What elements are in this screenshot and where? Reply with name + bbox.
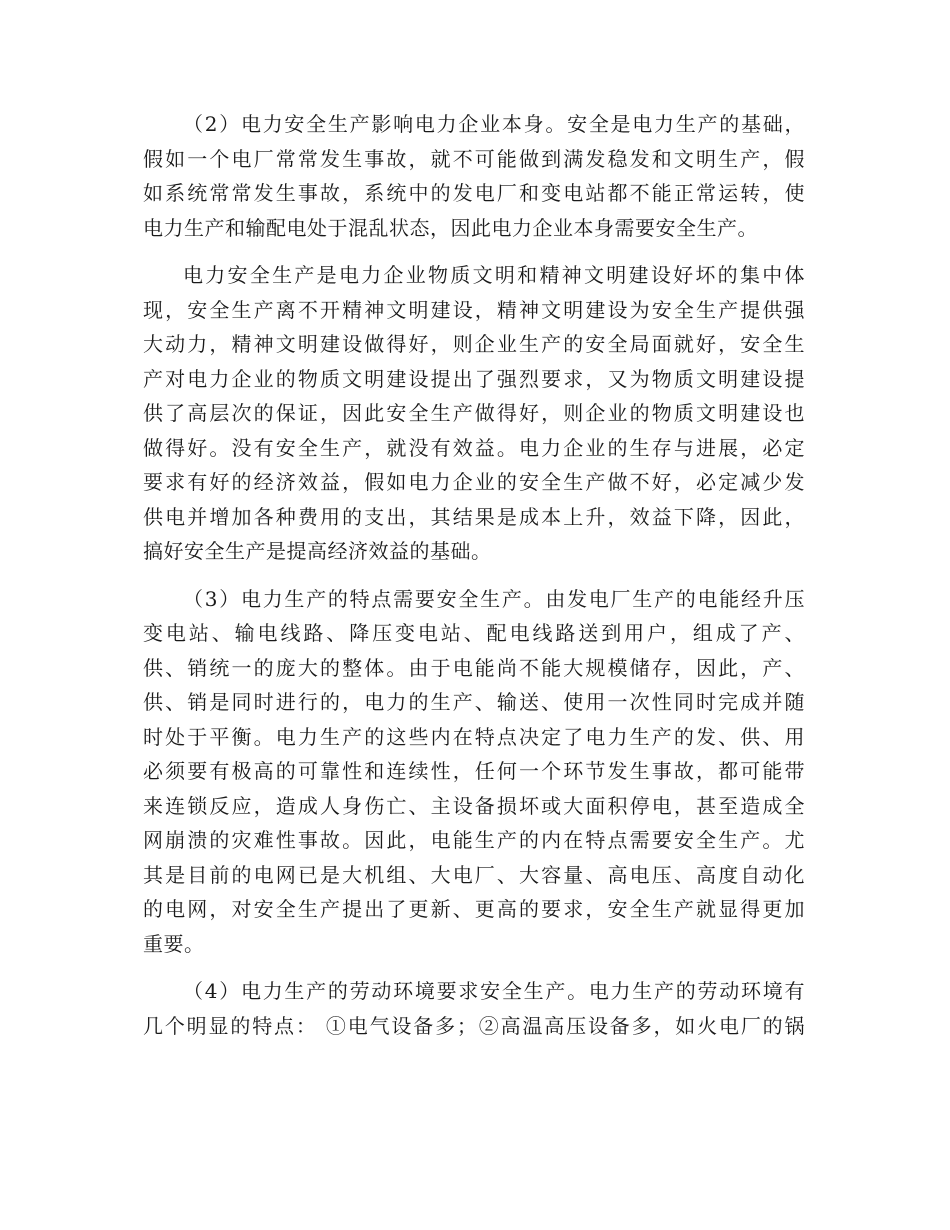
text-line: 电力安全生产是电力企业物质文明和精神文明建设好坏的集中体 [183,263,805,287]
text-line: 大动力，精神文明建设做得好，则企业生产的安全局面就好，安全生 [143,332,805,356]
text-line: （4）电力生产的劳动环境要求安全生产。电力生产的劳动环境有 [183,979,805,1003]
text-line: 假如一个电厂常常发生事故，就不可能做到满发稳发和文明生产，假 [143,146,805,171]
text-line: 现，安全生产离不开精神文明建设，精神文明建设为安全生产提供强 [143,297,805,322]
text-line: 来连锁反应，造成人身伤亡、主设备损坏或大面积停电，甚至造成全 [143,793,805,818]
text-line: （2）电力安全生产影响电力企业本身。安全是电力生产的基础， [183,112,805,136]
text-line: 要求有好的经济效益，假如电力企业的安全生产做不好，必定减少发 [143,470,805,494]
text-line: 的电网，对安全生产提出了更新、更高的要求，安全生产就显得更加 [143,897,805,921]
text-line: 做得好。没有安全生产，就没有效益。电力企业的生存与进展，必定 [143,435,805,460]
text-line: 供、销统一的庞大的整体。由于电能尚不能大规模储存，因此，产、 [143,655,805,680]
text-line: 供、销是同时进行的，电力的生产、输送、使用一次性同时完成并随 [143,690,805,714]
text-line: 其是目前的电网已是大机组、大电厂、大容量、高电压、高度自动化 [143,862,805,887]
text-line: 几个明显的特点： ①电气设备多；②高温高压设备多，如火电厂的锅 [143,1013,805,1038]
text-line: 时处于平衡。电力生产的这些内在特点决定了电力生产的发、供、用 [143,724,805,749]
text-line: 如系统常常发生事故，系统中的发电厂和变电站都不能正常运转，使 [143,181,805,205]
text-line: 变电站、输电线路、降压变电站、配电线路送到用户，组成了产、 [143,621,805,645]
text-line: 电力生产和输配电处于混乱状态，因此电力企业本身需要安全生产。 [143,215,758,240]
text-line: （3）电力生产的特点需要安全生产。由发电厂生产的电能经升压 [183,586,805,611]
text-line: 产对电力企业的物质文明建设提出了强烈要求，又为物质文明建设提 [143,366,805,391]
text-line: 搞好安全生产是提高经济效益的基础。 [143,539,492,563]
text-line: 供了高层次的保证，因此安全生产做得好，则企业的物质文明建设也 [143,401,805,425]
paragraph-production-characteristics [143,582,805,962]
text-line: 必须要有极高的可靠性和连续性，任何一个环节发生事故，都可能带 [143,759,805,783]
paragraph-safety-affects-enterprise [143,107,805,245]
document-page [143,107,805,1056]
text-line: 重要。 [143,931,205,956]
paragraph-working-environment [143,974,805,1043]
text-line: 网崩溃的灾难性事故。因此，电能生产的内在特点需要安全生产。尤 [143,828,805,852]
paragraph-civilization-construction [143,258,805,569]
text-line: 供电并增加各种费用的支出，其结果是成本上升，效益下降，因此， [143,504,805,529]
